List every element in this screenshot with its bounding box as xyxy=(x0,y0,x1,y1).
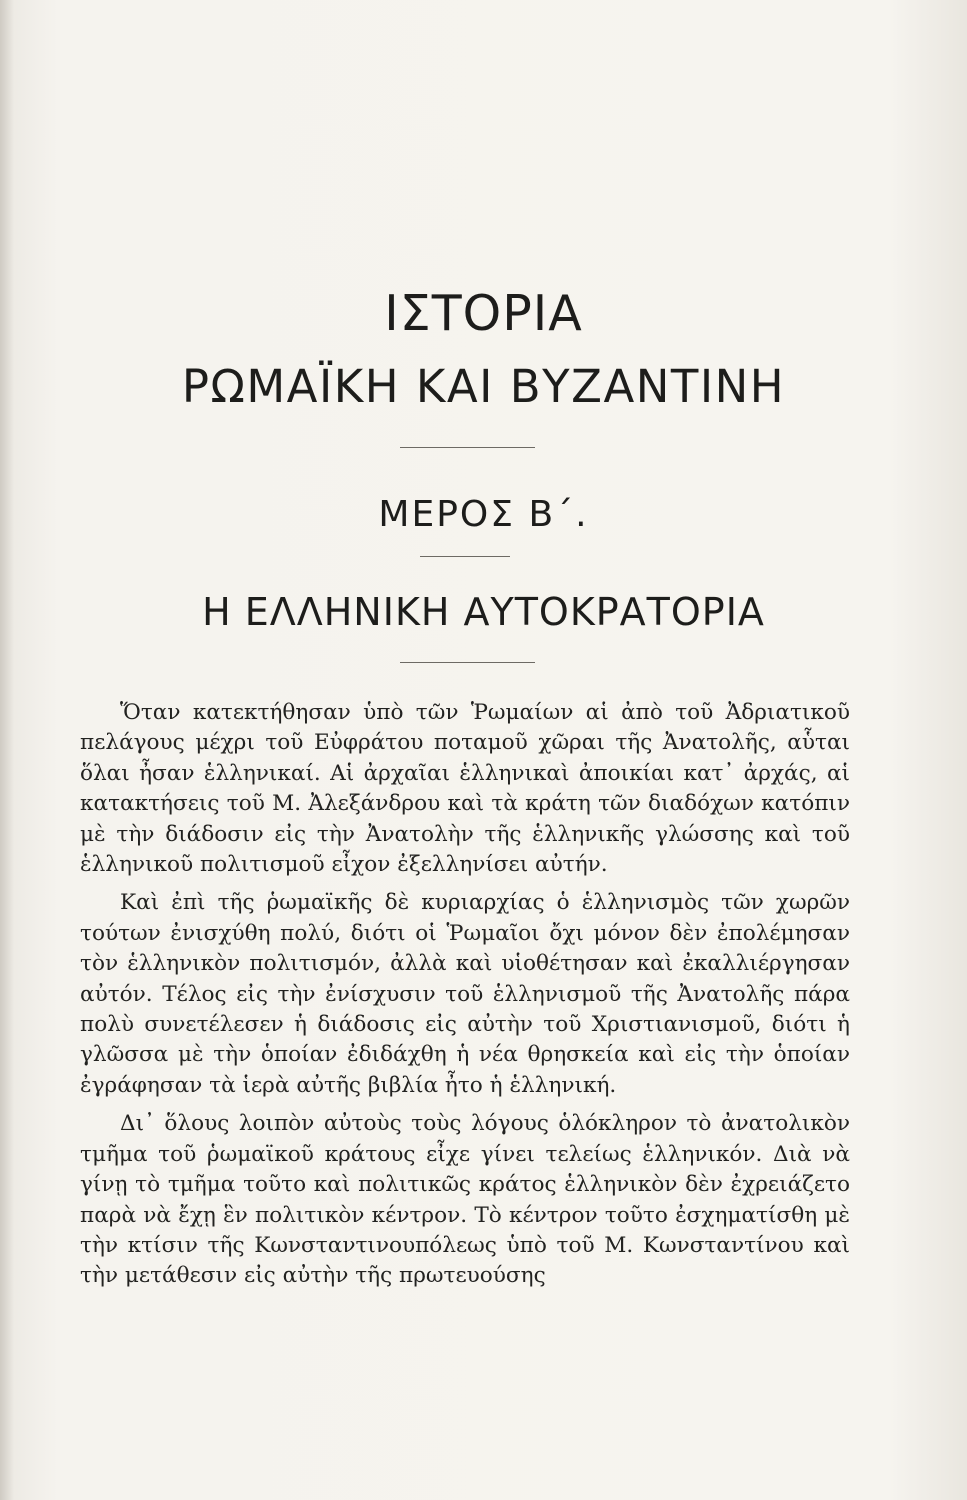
paragraph: Καὶ ἐπὶ τῆς ῥωμαϊκῆς δὲ κυριαρχίας ὁ ἑλληνισμὸς τῶν χωρῶν τούτων ἐνισχύθη πολύ, διότι οἱ Ῥωμαῖοι ὄχι μόνον δὲν ἐπολέμησαν τὸν ἑλληνικὸν πολιτισμόν, ἀλλὰ καὶ υἱοθέτησαν καὶ ἐκαλλιέργησαν αὐτόν. Τέλος εἰς τὴν ἐνίσχυσιν τοῦ ἑλληνισμοῦ τῆς Ἀνατολῆς πάρα πολὺ συνετέλεσεν ἡ διάδοσις εἰς αὐτὴν τοῦ Χριστιανισμοῦ, διότι ἡ γλῶσσα μὲ τὴν ὁποίαν ἐδιδάχθη ἡ νέα θρησκεία καὶ εἰς τὴν ὁποίαν ἐγράφησαν τὰ ἱερὰ αὐτῆς βιβλία ἦτο ἡ ἑλληνική. xyxy=(80,890,850,1098)
part-label: ΜΕΡΟΣ Β΄. xyxy=(378,494,589,535)
book-subtitle: ΡΩΜΑΪΚΗ ΚΑΙ ΒΥΖΑΝΤΙΝΗ xyxy=(181,360,786,413)
paragraph: Ὅταν κατεκτήθησαν ὑπὸ τῶν Ῥωμαίων αἱ ἀπὸ τοῦ Ἀδριατικοῦ πελάγους μέχρι τοῦ Εὐφράτου ποταμοῦ χῶραι τῆς Ἀνατολῆς, αὗται ὅλαι ἦσαν ἑλληνικαί. Αἱ ἀρχαῖαι ἑλληνικαὶ ἀποικίαι κατ᾽ ἀρχάς, αἱ κατακτήσεις τοῦ Μ. Ἀλεξάνδρου καὶ τὰ κράτη τῶν διαδόχων κατόπιν μὲ τὴν διάδοσιν εἰς τὴν Ἀνατολὴν τῆς ἑλληνικῆς γλώσσης καὶ τοῦ ἑλληνικοῦ πολιτισμοῦ εἶχον ἐξελληνίσει αὐτήν. xyxy=(80,700,850,878)
divider-rule xyxy=(400,662,535,663)
divider-rule xyxy=(420,556,510,557)
spine-shadow xyxy=(0,0,14,1500)
body-text xyxy=(80,698,850,1300)
divider-rule xyxy=(400,447,535,448)
paragraph: Δι᾽ ὅλους λοιπὸν αὐτοὺς τοὺς λόγους ὁλόκληρον τὸ ἀνατολικὸν τμῆμα τοῦ ῥωμαϊκοῦ κράτους εἶχε γίνει τελείως ἑλληνικόν. Διὰ νὰ γίνῃ τὸ τμῆμα τοῦτο καὶ πολιτικῶς κράτος ἑλληνικὸν δὲν ἐχρειάζετο παρὰ νὰ ἔχῃ ἓν πολιτικὸν κέντρον. Τὸ κέντρον τοῦτο ἐσχηματίσθη μὲ τὴν κτίσιν τῆς Κωνσταντινουπόλεως ὑπὸ τοῦ Μ. Κωνσταντίνου καὶ τὴν μετάθεσιν εἰς αὐτὴν τῆς πρωτευούσης xyxy=(80,1111,850,1289)
section-title: Η ΕΛΛΗΝΙΚΗ ΑΥΤΟΚΡΑΤΟΡΙΑ xyxy=(202,590,765,634)
book-title: ΙΣΤΟΡΙΑ xyxy=(384,285,583,342)
